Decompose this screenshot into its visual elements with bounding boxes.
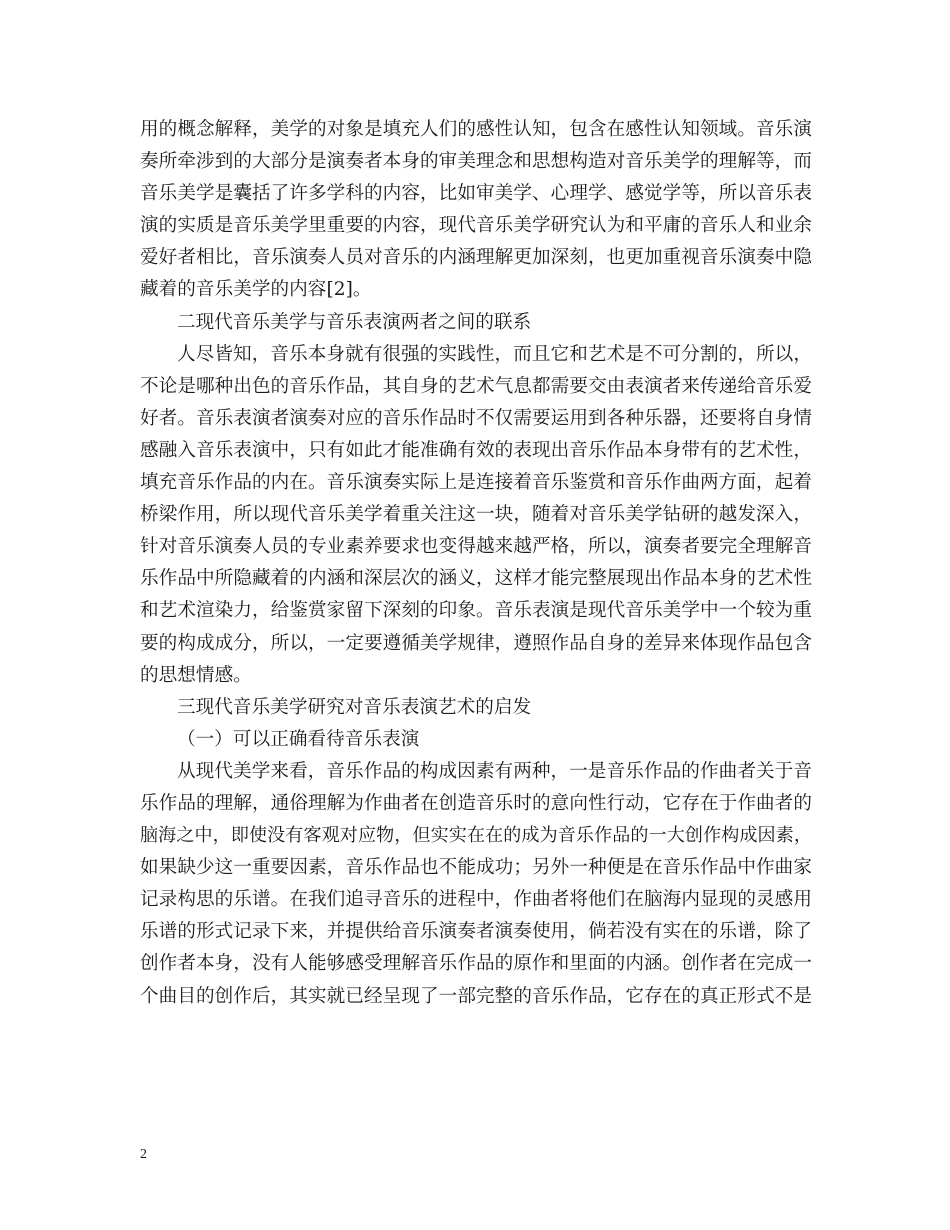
text-line: 三现代音乐美学研究对音乐表演艺术的启发 <box>177 696 532 718</box>
page-number: 2 <box>140 1147 147 1162</box>
text-line: 用的概念解释，美学的对象是填充人们的感性认知，包含在感性认知领域。音乐演 <box>140 119 812 140</box>
text-line: 爱好者相比，音乐演奏人员对音乐的内涵理解更加深刻，也更加重视音乐演奏中隐 <box>140 247 812 269</box>
text-line: 二现代音乐美学与音乐表演两者之间的联系 <box>177 311 532 333</box>
text-line: 音乐美学是囊括了许多学科的内容，比如审美学、心理学、感觉学等，所以音乐表 <box>140 183 812 205</box>
text-line: 的思想情感。 <box>140 664 252 686</box>
text-line: 乐作品中所隐藏着的内涵和深层次的涵义，这样才能完整展现出作品本身的艺术性 <box>140 568 812 590</box>
text-line: 桥梁作用，所以现代音乐美学着重关注这一块，随着对音乐美学钻研的越发深入， <box>140 504 812 526</box>
text-line: 乐谱的形式记录下来，并提供给音乐演奏者演奏使用，倘若没有实在的乐谱，除了 <box>140 921 812 943</box>
text-line: 不论是哪种出色的音乐作品，其自身的艺术气息都需要交由表演者来传递给音乐爱 <box>140 375 812 397</box>
text-line: 如果缺少这一重要因素，音乐作品也不能成功；另外一种便是在音乐作品中作曲家 <box>140 857 812 879</box>
text-line: 演的实质是音乐美学里重要的内容，现代音乐美学研究认为和平庸的音乐人和业余 <box>140 215 812 237</box>
text-line: 奏所牵涉到的大部分是演奏者本身的审美理念和思想构造对音乐美学的理解等，而 <box>140 151 812 173</box>
text-line: 脑海之中，即使没有客观对应物，但实实在在的成为音乐作品的一大创作构成因素， <box>140 825 812 847</box>
text-line: 个曲目的创作后，其实就已经呈现了一部完整的音乐作品，它存在的真正形式不是 <box>140 985 812 1007</box>
text-line: 感融入音乐表演中，只有如此才能准确有效的表现出音乐作品本身带有的艺术性， <box>140 439 812 461</box>
text-line: 记录构思的乐谱。在我们追寻音乐的进程中，作曲者将他们在脑海内显现的灵感用 <box>140 889 812 911</box>
text-line: 要的构成成分，所以，一定要遵循美学规律，遵照作品自身的差异来体现作品包含 <box>140 632 812 654</box>
text-line: 和艺术渲染力，给鉴赏家留下深刻的印象。音乐表演是现代音乐美学中一个较为重 <box>140 600 812 622</box>
text-line: 好者。音乐表演者演奏对应的音乐作品时不仅需要运用到各种乐器，还要将自身情 <box>140 407 812 429</box>
text-line: （一）可以正确看待音乐表演 <box>177 728 420 750</box>
body-text <box>140 114 812 1013</box>
text-line: 创作者本身，没有人能够感受理解音乐作品的原作和里面的内涵。创作者在完成一 <box>140 953 812 975</box>
text-line: 从现代美学来看，音乐作品的构成因素有两种，一是音乐作品的作曲者关于音 <box>177 760 812 782</box>
text-line: 针对音乐演奏人员的专业素养要求也变得越来越严格，所以，演奏者要完全理解音 <box>140 536 812 558</box>
text-line: 人尽皆知，音乐本身就有很强的实践性，而且它和艺术是不可分割的，所以， <box>177 343 812 365</box>
text-line: 乐作品的理解，通俗理解为作曲者在创造音乐时的意向性行动，它存在于作曲者的 <box>140 792 812 814</box>
text-line: 藏着的音乐美学的内容[2]。 <box>140 279 372 301</box>
text-line: 填充音乐作品的内在。音乐演奏实际上是连接着音乐鉴赏和音乐作曲两方面，起着 <box>140 472 812 494</box>
